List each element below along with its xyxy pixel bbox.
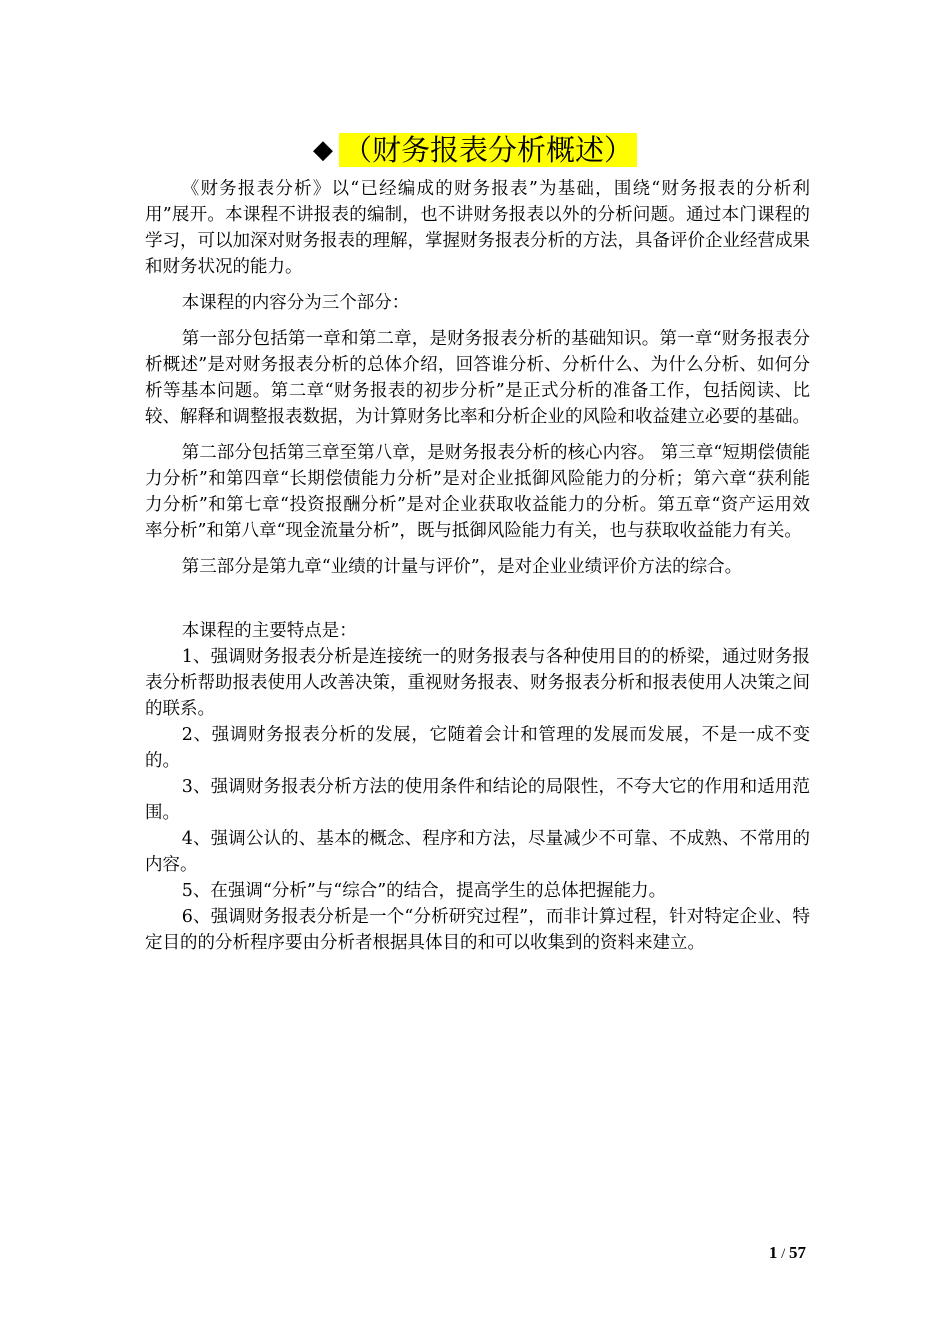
intro-paragraph: 《财务报表分析》以“已经编成的财务报表”为基础，围绕“财务报表的分析利用”展开。本课程不讲报表的编制，也不讲财务报表以外的分析问题。通过本门课程的学习，可以加深对财务报表的理解，掌握财务报表分析的方法，具备评价企业经营成果和财务状况的能力。 [145, 179, 810, 277]
section-title [0, 126, 950, 172]
feature-item: 3、强调财务报表分析方法的使用条件和结论的局限性，不夸大它的作用和适用范围。 [145, 777, 810, 823]
parts-heading: 本课程的内容分为三个部分： [181, 293, 410, 313]
feature-item: 1、强调财务报表分析是连接统一的财务报表与各种使用目的的桥梁，通过财务报表分析帮助报表使用人改善决策，重视财务报表、财务报表分析和报表使用人决策之间的联系。 [145, 647, 810, 719]
page-separator: / [777, 1246, 789, 1262]
part-three-paragraph: 第三部分是第九章“业绩的计量与评价”，是对企业业绩评价方法的综合。 [181, 557, 743, 577]
feature-item: 5、在强调“分析”与“综合”的结合，提高学生的总体把握能力。 [181, 881, 667, 901]
feature-item: 2、强调财务报表分析的发展，它随着会计和管理的发展而发展，不是一成不变的。 [145, 725, 810, 771]
features-heading: 本课程的主要特点是： [181, 621, 357, 641]
part-two-paragraph: 第二部分包括第三章至第八章，是财务报表分析的核心内容。 第三章“短期偿债能力分析”和第四章“长期偿债能力分析”是对企业抵御风险能力的分析；第六章“获利能力分析”和第七章“投资报酬分析”是对企业获取收益能力的分析。第五章“资产运用效率分析”和第八章“现金流量分析”，既与抵御风险能力有关，也与获取收益能力有关。 [145, 443, 810, 541]
document-body [145, 176, 810, 956]
part-one-paragraph: 第一部分包括第一章和第二章，是财务报表分析的基础知识。第一章“财务报表分析概述”是对财务报表分析的总体介绍，回答谁分析、分析什么、为什么分析、如何分析等基本问题。第二章“财务报表的初步分析”是正式分析的准备工作，包括阅读、比较、解释和调整报表数据，为计算财务比率和分析企业的风险和收益建立必要的基础。 [145, 329, 810, 427]
diamond-bullet-icon: ◆ [312, 135, 333, 165]
section-title-text: （财务报表分析概述） [339, 133, 637, 167]
page-total: 57 [789, 1243, 806, 1262]
feature-item: 4、强调公认的、基本的概念、程序和方法，尽量减少不可靠、不成熟、不常用的内容。 [145, 829, 810, 875]
feature-item: 6、强调财务报表分析是一个“分析研究过程”，而非计算过程，针对特定企业、特定目的的分析程序要由分析者根据具体目的和可以收集到的资料来建立。 [145, 907, 810, 953]
page-current: 1 [768, 1243, 778, 1262]
page-number [769, 1243, 806, 1263]
